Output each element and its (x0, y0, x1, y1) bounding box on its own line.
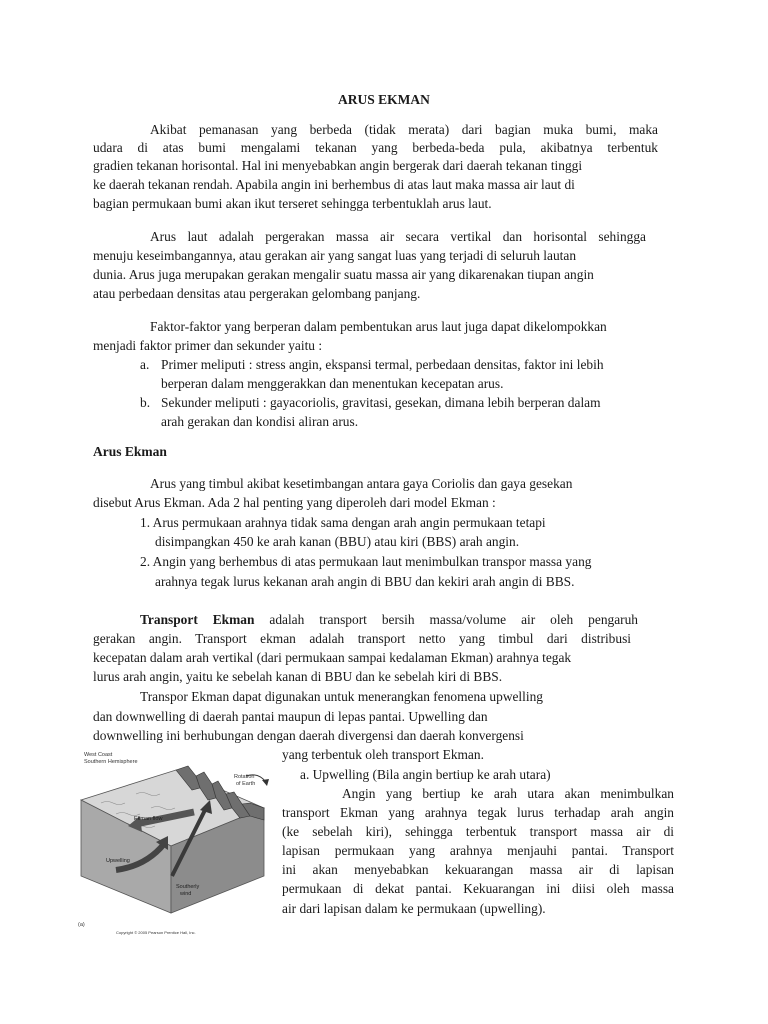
list-item-a-line-2: berperan dalam menggerakkan dan menentukan kecepatan arus. (161, 376, 504, 391)
para1-line-1: Akibat pemanasan yang berbeda (tidak merata) dari bagian muka bumi, maka (150, 122, 658, 137)
list-item-b-line-1: Sekunder meliputi : gayacoriolis, gravitasi, gesekan, dimana lebih berperan dalam (161, 395, 601, 410)
para6-line-4: yang terbentuk oleh transport Ekman. (282, 747, 484, 762)
figure-panel-label: (a) (78, 922, 85, 928)
list-item-b-marker: b. (140, 395, 151, 410)
numbered-item-2-line-2: arahnya tegak lurus kekanan arah angin di BBU dan kekiri arah angin di BBS. (155, 574, 575, 589)
para5-line-3: kecepatan dalam arah vertikal (dari permukaan sampai kedalaman Ekman) arahnya tegak (93, 650, 572, 665)
para5-line-1-rest: adalah transport bersih massa/volume air oleh pengaruh (254, 612, 638, 627)
para1-line-5: bagian permukaan bumi akan ikut terseret sehingga terbentuklah arus laut. (93, 196, 492, 211)
upwelling-figure (76, 748, 276, 938)
transport-ekman-term: Transport Ekman (140, 612, 255, 627)
para6-line-2: dan downwelling di daerah pantai maupun di lepas pantai. Upwelling dan (93, 709, 488, 724)
figure-copyright: Copyright © 2005 Pearson Prentice Hall, Inc. (116, 930, 196, 935)
para7-line-1: Angin yang bertiup ke arah utara akan menimbulkan (342, 786, 674, 801)
para7-line-3: (ke sebelah kiri), sehingga terbentuk transport massa air di (282, 824, 674, 839)
numbered-item-1-line-2: disimpangkan 450 ke arah kanan (BBU) atau kiri (BBS) arah angin. (155, 534, 520, 549)
para2-line-4: atau perbedaan densitas atau pergerakan gelombang panjang. (93, 286, 421, 301)
figure-label-rotation-1: Rotation (234, 774, 255, 780)
figure-label-wind-1: Southerly (176, 884, 200, 890)
para6-line-1: Transpor Ekman dapat digunakan untuk menerangkan fenomena upwelling (140, 689, 543, 704)
para3-line-2: menjadi faktor primer dan sekunder yaitu : (93, 338, 323, 353)
para7-line-6: permukaan di dekat pantai. Kekuarangan ini diisi oleh massa (282, 881, 674, 896)
para5-line-4: lurus arah angin, yaitu ke sebelah kanan di BBU dan ke sebelah kiri di BBS. (93, 669, 503, 684)
figure-label-region-1: West Coast (84, 752, 113, 758)
para7-line-2: transport Ekman yang arahnya tegak lurus terhadap arah angin (282, 805, 674, 820)
section-heading: Arus Ekman (93, 444, 167, 459)
upwelling-diagram (76, 748, 276, 938)
list-item-a-marker: a. (140, 357, 150, 372)
para7-line-5: ini akan menyebabkan kekuarangan massa air di lapisan (282, 862, 674, 877)
para1-line-4: ke daerah tekanan rendah. Apabila angin ini berhembus di atas laut maka massa air laut di (93, 177, 575, 192)
numbered-item-2-line-1: 2. Angin yang berhembus di atas permukaan laut menimbulkan transpor massa yang (140, 554, 592, 569)
para3-line-1: Faktor-faktor yang berperan dalam pembentukan arus laut juga dapat dikelompokkan (150, 319, 607, 334)
para5-line-1 (140, 612, 638, 628)
page-title: ARUS EKMAN (338, 92, 430, 107)
para4-line-1: Arus yang timbul akibat kesetimbangan antara gaya Coriolis dan gaya gesekan (150, 476, 573, 491)
para4-line-2: disebut Arus Ekman. Ada 2 hal penting yang diperoleh dari model Ekman : (93, 495, 496, 510)
list-item-a-line-1: Primer meliputi : stress angin, ekspansi termal, perbedaan densitas, faktor ini lebih (161, 357, 604, 372)
para5-line-2: gerakan angin. Transport ekman adalah transport netto yang timbul dari distribusi (93, 631, 631, 646)
para1-line-3: gradien tekanan horisontal. Hal ini menyebabkan angin bergerak dari daerah tekanan tinggi (93, 158, 583, 173)
para7-line-4: lapisan permukaan yang arahnya menjauhi pantai. Transport (282, 843, 674, 858)
para2-line-1: Arus laut adalah pergerakan massa air secara vertikal dan horisontal sehingga (150, 229, 646, 244)
figure-label-rotation-2: of Earth (236, 781, 256, 787)
para2-line-2: menuju keseimbangannya, atau gerakan air yang sangat luas yang terjadi di seluruh lautan (93, 248, 577, 263)
numbered-item-1-line-1: 1. Arus permukaan arahnya tidak sama dengan arah angin permukaan tetapi (140, 515, 546, 530)
para2-line-3: dunia. Arus juga merupakan gerakan mengalir suatu massa air yang dikarenakan tiupan angin (93, 267, 594, 282)
figure-label-region-2: Southern Hemisphere (84, 759, 138, 765)
figure-label-wind-2: wind (180, 891, 192, 897)
rotation-arrowhead (262, 779, 269, 786)
upwelling-item: a. Upwelling (Bila angin bertiup ke arah utara) (300, 767, 551, 782)
list-item-b-line-2: arah gerakan dan kondisi aliran arus. (161, 414, 359, 429)
para6-line-3: downwelling ini berhubungan dengan daerah divergensi dan daerah konvergensi (93, 728, 524, 743)
figure-label-ekman-flow: Ekman flow (134, 816, 163, 822)
para1-line-2: udara di atas bumi mengalami tekanan yang berbeda-beda pula, akibatnya terbentuk (93, 140, 658, 155)
figure-label-upwelling: Upwelling (106, 858, 130, 864)
para7-line-7: air dari lapisan dalam ke permukaan (upwelling). (282, 901, 546, 916)
